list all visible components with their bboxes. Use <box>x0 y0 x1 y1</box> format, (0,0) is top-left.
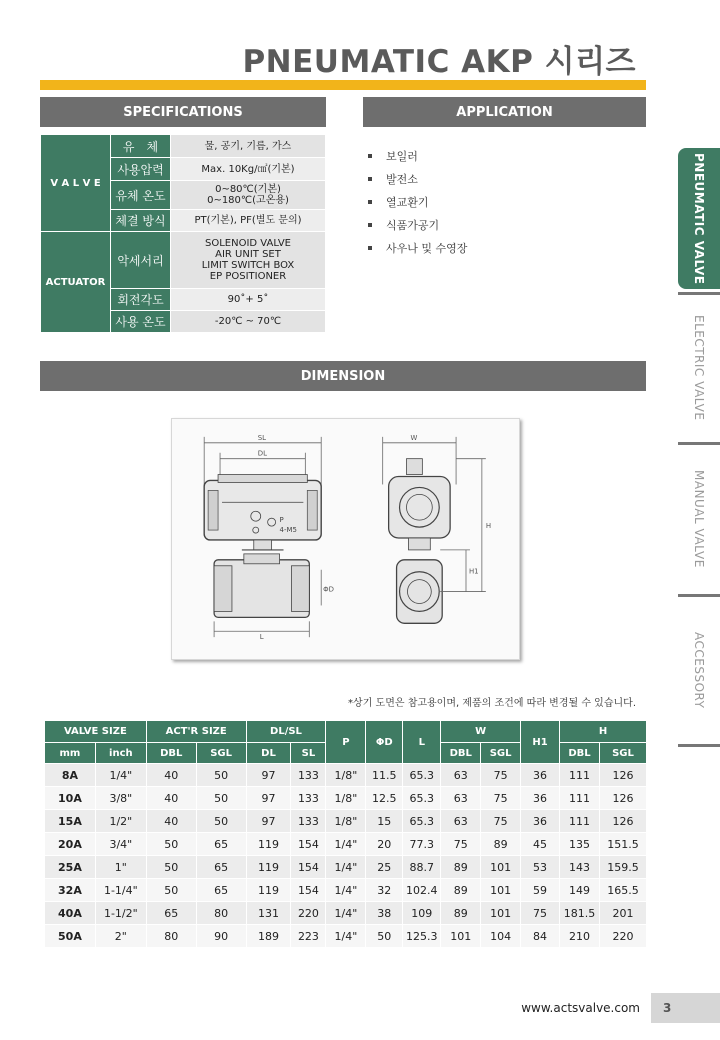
table-cell: 126 <box>599 764 646 787</box>
table-cell: 20 <box>366 833 403 856</box>
side-tab-label: ACCESSORY <box>692 631 706 709</box>
spec-label: 유체 온도 <box>111 181 171 210</box>
list-item <box>368 144 467 167</box>
table-row <box>45 879 647 902</box>
side-divider <box>678 744 720 747</box>
table-cell: 65.3 <box>403 764 441 787</box>
table-cell-size: 25A <box>45 856 96 879</box>
table-row <box>45 925 647 948</box>
table-cell: 89 <box>441 902 481 925</box>
table-row <box>45 833 647 856</box>
table-cell: 65 <box>196 879 246 902</box>
table-cell: 2" <box>95 925 146 948</box>
table-cell: 50 <box>196 810 246 833</box>
table-cell: 154 <box>291 856 326 879</box>
side-tab-label: PNEUMATIC VALVE <box>692 152 706 285</box>
table-cell: 119 <box>246 879 291 902</box>
list-item <box>368 190 467 213</box>
table-cell: 15 <box>366 810 403 833</box>
spec-value: -20℃ ~ 70℃ <box>171 311 326 333</box>
table-cell: 1-1/2" <box>95 902 146 925</box>
bullet-icon <box>368 223 372 227</box>
table-cell: 65.3 <box>403 787 441 810</box>
table-cell: 97 <box>246 764 291 787</box>
table-cell: 1/8" <box>326 787 366 810</box>
table-cell: 154 <box>291 833 326 856</box>
table-cell: 75 <box>481 764 521 787</box>
table-cell: 3/4" <box>95 833 146 856</box>
table-cell: 59 <box>521 879 560 902</box>
list-item <box>368 167 467 190</box>
side-tab-label: ELECTRIC VALVE <box>692 315 706 421</box>
table-cell: 97 <box>246 787 291 810</box>
spec-value: 0~80℃(기본) 0~180℃(고온용) <box>171 181 326 210</box>
table-cell: 165.5 <box>599 879 646 902</box>
table-cell: 84 <box>521 925 560 948</box>
spec-label: 회전각도 <box>111 289 171 311</box>
dimension-table-body <box>45 764 647 948</box>
header-dl-sl: DL/SL <box>246 721 326 743</box>
table-cell: 119 <box>246 833 291 856</box>
title-accent-bar <box>40 80 646 90</box>
label-phid: ΦD <box>323 585 334 594</box>
spec-label: 체결 방식 <box>111 210 171 232</box>
spec-value: PT(기본), PF(별도 문의) <box>171 210 326 232</box>
header-valve-size: VALVE SIZE <box>45 721 147 743</box>
valve-drawing-svg <box>172 419 519 659</box>
table-cell: 201 <box>599 902 646 925</box>
table-cell: 89 <box>481 833 521 856</box>
header-p: P <box>326 721 366 764</box>
table-cell: 143 <box>560 856 600 879</box>
application-list <box>368 144 467 259</box>
table-cell: 75 <box>441 833 481 856</box>
table-row <box>45 856 647 879</box>
subheader-h-dbl: DBL <box>560 743 600 764</box>
table-cell-size: 15A <box>45 810 96 833</box>
table-cell: 45 <box>521 833 560 856</box>
application-item: 사우나 및 수영장 <box>386 241 468 255</box>
table-row <box>45 810 647 833</box>
table-cell: 126 <box>599 787 646 810</box>
page-title: PNEUMATIC AKP 시리즈 <box>242 44 636 80</box>
table-cell: 111 <box>560 787 600 810</box>
table-cell: 101 <box>481 879 521 902</box>
table-cell: 50 <box>146 833 196 856</box>
subheader-mm: mm <box>45 743 96 764</box>
table-cell: 53 <box>521 856 560 879</box>
table-cell: 90 <box>196 925 246 948</box>
table-cell: 1/2" <box>95 810 146 833</box>
header-actr-size: ACT'R SIZE <box>146 721 246 743</box>
table-cell: 65.3 <box>403 810 441 833</box>
table-cell: 159.5 <box>599 856 646 879</box>
side-tab-accessory[interactable] <box>678 600 720 740</box>
table-cell: 220 <box>291 902 326 925</box>
table-cell: 131 <box>246 902 291 925</box>
dimension-table <box>44 720 647 948</box>
spec-value: 물, 공기, 기름, 가스 <box>171 135 326 158</box>
table-cell: 36 <box>521 787 560 810</box>
subheader-actr-dbl: DBL <box>146 743 196 764</box>
table-cell: 1/4" <box>326 925 366 948</box>
table-cell: 126 <box>599 810 646 833</box>
table-cell: 40 <box>146 810 196 833</box>
page-number: 3 <box>651 993 720 1023</box>
table-cell: 3/8" <box>95 787 146 810</box>
table-cell: 109 <box>403 902 441 925</box>
table-cell: 210 <box>560 925 600 948</box>
table-cell: 149 <box>560 879 600 902</box>
table-cell: 151.5 <box>599 833 646 856</box>
list-item <box>368 213 467 236</box>
table-cell: 12.5 <box>366 787 403 810</box>
bullet-icon <box>368 246 372 250</box>
table-cell: 220 <box>599 925 646 948</box>
list-item <box>368 236 467 259</box>
dimension-note: *상기 도면은 참고용이며, 제품의 조건에 따라 변경될 수 있습니다. <box>348 698 636 709</box>
label-dl: DL <box>257 449 267 458</box>
subheader-h-sgl: SGL <box>599 743 646 764</box>
side-tab-label: MANUAL VALVE <box>692 470 706 568</box>
subheader-inch: inch <box>95 743 146 764</box>
application-header: APPLICATION <box>363 97 646 127</box>
bullet-icon <box>368 177 372 181</box>
side-divider <box>678 292 720 295</box>
dimension-drawing <box>171 418 520 660</box>
dimension-header: DIMENSION <box>40 361 646 391</box>
table-cell: 1-1/4" <box>95 879 146 902</box>
table-cell-size: 32A <box>45 879 96 902</box>
table-cell: 1/4" <box>326 856 366 879</box>
table-cell: 1/4" <box>95 764 146 787</box>
bullet-icon <box>368 200 372 204</box>
table-cell: 111 <box>560 810 600 833</box>
table-cell: 133 <box>291 787 326 810</box>
table-cell: 1/4" <box>326 833 366 856</box>
table-cell: 181.5 <box>560 902 600 925</box>
spec-label: 사용압력 <box>111 158 171 181</box>
table-row <box>45 787 647 810</box>
header-w: W <box>441 721 521 743</box>
table-cell: 65 <box>196 856 246 879</box>
table-cell-size: 8A <box>45 764 96 787</box>
specifications-header: SPECIFICATIONS <box>40 97 326 127</box>
table-cell: 111 <box>560 764 600 787</box>
table-cell: 89 <box>441 856 481 879</box>
table-cell: 50 <box>366 925 403 948</box>
spec-value: SOLENOID VALVE AIR UNIT SET LIMIT SWITCH BOX EP POSITIONER <box>171 232 326 289</box>
spec-label: 유 체 <box>111 135 171 158</box>
side-divider <box>678 442 720 445</box>
table-cell: 80 <box>196 902 246 925</box>
label-w: W <box>410 433 418 442</box>
table-cell-size: 20A <box>45 833 96 856</box>
table-cell: 1/4" <box>326 902 366 925</box>
table-cell: 36 <box>521 764 560 787</box>
table-cell: 50 <box>146 879 196 902</box>
application-item: 발전소 <box>386 172 418 186</box>
label-p: P <box>279 516 284 525</box>
table-cell: 75 <box>481 810 521 833</box>
side-tab-manual-valve[interactable] <box>678 448 720 590</box>
table-cell: 101 <box>441 925 481 948</box>
table-cell: 135 <box>560 833 600 856</box>
table-cell: 89 <box>441 879 481 902</box>
table-cell: 1/8" <box>326 810 366 833</box>
table-cell-size: 10A <box>45 787 96 810</box>
bullet-icon <box>368 154 372 158</box>
side-divider <box>678 594 720 597</box>
actuator-group-label: ACTUATOR <box>41 232 111 333</box>
table-cell: 63 <box>441 810 481 833</box>
label-h: H <box>485 522 492 531</box>
table-cell: 40 <box>146 787 196 810</box>
table-cell: 154 <box>291 879 326 902</box>
label-l: L <box>259 633 264 642</box>
table-cell: 65 <box>196 833 246 856</box>
table-cell: 80 <box>146 925 196 948</box>
table-cell: 223 <box>291 925 326 948</box>
side-tab-electric-valve[interactable] <box>678 298 720 438</box>
header-h1: H1 <box>521 721 560 764</box>
spec-label: 사용 온도 <box>111 311 171 333</box>
table-cell: 133 <box>291 764 326 787</box>
table-cell: 1" <box>95 856 146 879</box>
table-row <box>45 764 647 787</box>
table-row <box>45 902 647 925</box>
table-cell: 25 <box>366 856 403 879</box>
table-cell: 97 <box>246 810 291 833</box>
subheader-sl: SL <box>291 743 326 764</box>
table-cell: 32 <box>366 879 403 902</box>
table-cell: 75 <box>481 787 521 810</box>
table-cell: 119 <box>246 856 291 879</box>
subheader-dl: DL <box>246 743 291 764</box>
spec-value: 90˚+ 5˚ <box>171 289 326 311</box>
table-cell-size: 50A <box>45 925 96 948</box>
table-cell: 104 <box>481 925 521 948</box>
table-cell: 50 <box>196 787 246 810</box>
spec-value: Max. 10Kg/㎠(기본) <box>171 158 326 181</box>
side-tab-pneumatic-valve[interactable] <box>678 148 720 289</box>
label-h1: H1 <box>468 567 479 576</box>
table-cell: 88.7 <box>403 856 441 879</box>
table-cell: 1/8" <box>326 764 366 787</box>
table-cell: 77.3 <box>403 833 441 856</box>
label-sl: SL <box>257 433 267 442</box>
table-cell: 63 <box>441 787 481 810</box>
table-cell: 101 <box>481 856 521 879</box>
table-cell: 1/4" <box>326 879 366 902</box>
table-cell: 189 <box>246 925 291 948</box>
table-cell: 102.4 <box>403 879 441 902</box>
label-4m5: 4-M5 <box>279 526 297 535</box>
header-phid: ΦD <box>366 721 403 764</box>
application-item: 보일러 <box>386 149 418 163</box>
table-cell: 40 <box>146 764 196 787</box>
table-cell: 101 <box>481 902 521 925</box>
table-cell: 50 <box>196 764 246 787</box>
application-item: 열교환기 <box>386 195 429 209</box>
table-cell: 63 <box>441 764 481 787</box>
footer-url[interactable]: www.actsvalve.com <box>521 1001 640 1015</box>
spec-label: 악세서리 <box>111 232 171 289</box>
table-cell: 75 <box>521 902 560 925</box>
table-cell-size: 40A <box>45 902 96 925</box>
table-cell: 38 <box>366 902 403 925</box>
table-cell: 133 <box>291 810 326 833</box>
table-cell: 11.5 <box>366 764 403 787</box>
table-cell: 50 <box>146 856 196 879</box>
specifications-table <box>40 134 326 333</box>
header-l: L <box>403 721 441 764</box>
subheader-w-dbl: DBL <box>441 743 481 764</box>
header-h: H <box>560 721 647 743</box>
subheader-w-sgl: SGL <box>481 743 521 764</box>
table-cell: 65 <box>146 902 196 925</box>
application-item: 식품가공기 <box>386 218 440 232</box>
table-cell: 36 <box>521 810 560 833</box>
subheader-actr-sgl: SGL <box>196 743 246 764</box>
table-cell: 125.3 <box>403 925 441 948</box>
valve-group-label: V A L V E <box>41 135 111 232</box>
